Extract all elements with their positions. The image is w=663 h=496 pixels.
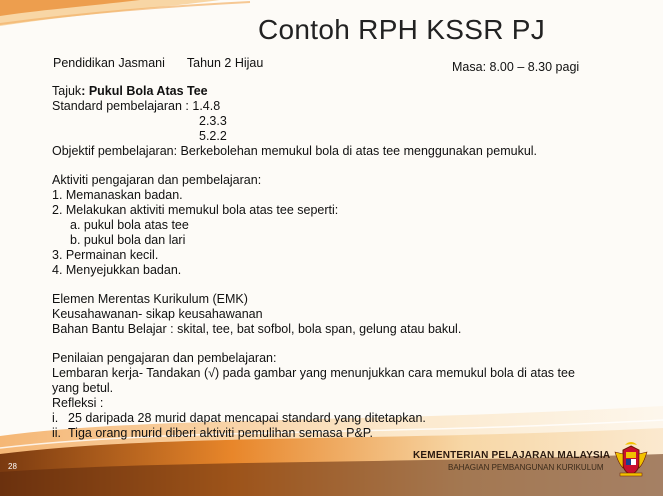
assessment-heading: Penilaian pengajaran dan pembelajaran: xyxy=(52,351,277,365)
division-name: BAHAGIAN PEMBANGUNAN KURIKULUM xyxy=(448,463,604,472)
activity-item: 3. Permainan kecil. xyxy=(52,248,159,262)
reflection-heading: Refleksi : xyxy=(52,396,104,410)
coat-of-arms-icon xyxy=(611,440,651,478)
reflection-item xyxy=(52,426,612,441)
emk-heading: Elemen Merentas Kurikulum (EMK) xyxy=(52,292,248,306)
standard-line: Standard pembelajaran : 1.4.8 xyxy=(52,99,221,113)
activity-item: 1. Memanaskan badan. xyxy=(52,188,183,202)
topic-value: : Pukul Bola Atas Tee xyxy=(81,84,208,98)
objective-line: Objektif pembelajaran: Berkebolehan memukul bola di atas tee menggunakan pemukul. xyxy=(52,144,538,158)
page-number: 28 xyxy=(8,462,17,471)
sub-activity-item: b. pukul bola dan lari xyxy=(70,233,186,247)
activity-item: 2. Melakukan aktiviti memukul bola atas tee seperti: xyxy=(52,203,339,217)
activity-item: 4. Menyejukkan badan. xyxy=(52,263,182,277)
reflection-number: i. xyxy=(52,411,59,425)
materials-line: Bahan Bantu Belajar : skital, tee, bat sofbol, bola span, gelung atau bakul. xyxy=(52,322,462,336)
topic-line xyxy=(52,84,612,99)
reflection-text: 25 daripada 28 murid dapat mencapai standard yang ditetapkan. xyxy=(68,411,426,425)
reflection-item xyxy=(52,411,612,426)
sub-activity-item: a. pukul bola atas tee xyxy=(70,218,189,232)
standard-item: 5.2.2 xyxy=(199,129,227,143)
lesson-content xyxy=(52,84,612,441)
lesson-meta xyxy=(53,56,263,70)
reflection-text: Tiga orang murid diberi aktiviti pemulihan semasa P&P. xyxy=(68,426,374,440)
time-label: Masa: 8.00 – 8.30 pagi xyxy=(452,60,580,74)
class-label: Tahun 2 Hijau xyxy=(186,56,264,70)
reflection-number: ii. xyxy=(52,426,62,440)
activities-heading: Aktiviti pengajaran dan pembelajaran: xyxy=(52,173,262,187)
topic-label: Tajuk xyxy=(52,84,82,98)
assessment-text: Lembaran kerja- Tandakan (√) pada gambar yang menunjukkan cara memukul bola di atas tee xyxy=(52,366,575,380)
subject-label: Pendidikan Jasmani xyxy=(53,56,165,70)
emk-value: Keusahawanan- sikap keusahawanan xyxy=(52,307,263,321)
page-title: Contoh RPH KSSR PJ xyxy=(258,14,546,45)
ministry-name: KEMENTERIAN PELAJARAN MALAYSIA xyxy=(413,450,611,461)
standard-item: 2.3.3 xyxy=(199,114,227,128)
assessment-text: yang betul. xyxy=(52,381,114,395)
